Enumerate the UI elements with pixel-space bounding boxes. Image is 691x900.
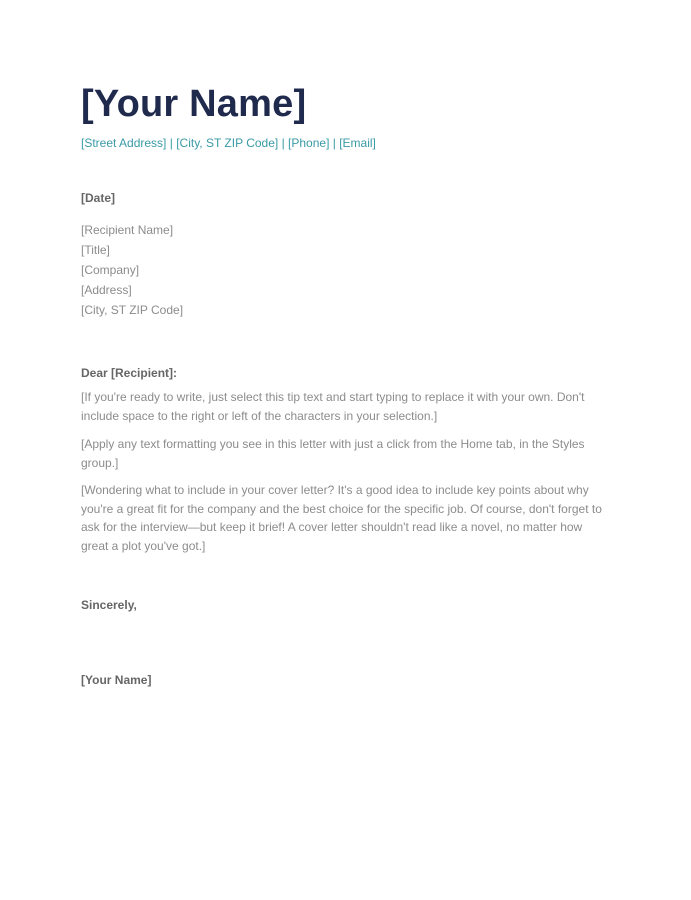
signature-name: [Your Name] [81,673,152,687]
body-paragraph: [Wondering what to include in your cover letter? It's a good idea to include key points about why you're a great fit for the company and the best choice for the specific job. Of course, don't forget to ask for the interview—but keep it brief! A cover letter shouldn't read like a novel, no matter how great a plot you've got.] [81,483,602,553]
salutation: Dear [Recipient]: [81,366,178,380]
contact-line [81,135,376,151]
contact-separator: | [278,136,289,150]
recipient-address: [Address] [81,283,132,297]
recipient-name: [Recipient Name] [81,223,174,237]
city-state-zip: [City, ST ZIP Code] [176,136,279,150]
body-paragraph: [Apply any text formatting you see in this letter with just a click from the Home tab, in the Styles group.] [81,437,585,470]
contact-separator: | [329,136,340,150]
email: [Email] [339,136,376,150]
recipient-title: [Title] [81,243,110,257]
closing: Sincerely, [81,598,137,612]
recipient-company: [Company] [81,263,140,277]
recipient-block [81,220,183,320]
sender-name-heading: [Your Name] [81,83,307,125]
contact-separator: | [166,136,177,150]
street-address: [Street Address] [81,136,167,150]
recipient-city-state-zip: [City, ST ZIP Code] [81,303,184,317]
letter-date: [Date] [81,191,116,205]
phone: [Phone] [288,136,330,150]
body-paragraph: [If you're ready to write, just select this tip text and start typing to replace it with your own. Don't include space to the right or left of the characters in your selection.] [81,390,585,423]
